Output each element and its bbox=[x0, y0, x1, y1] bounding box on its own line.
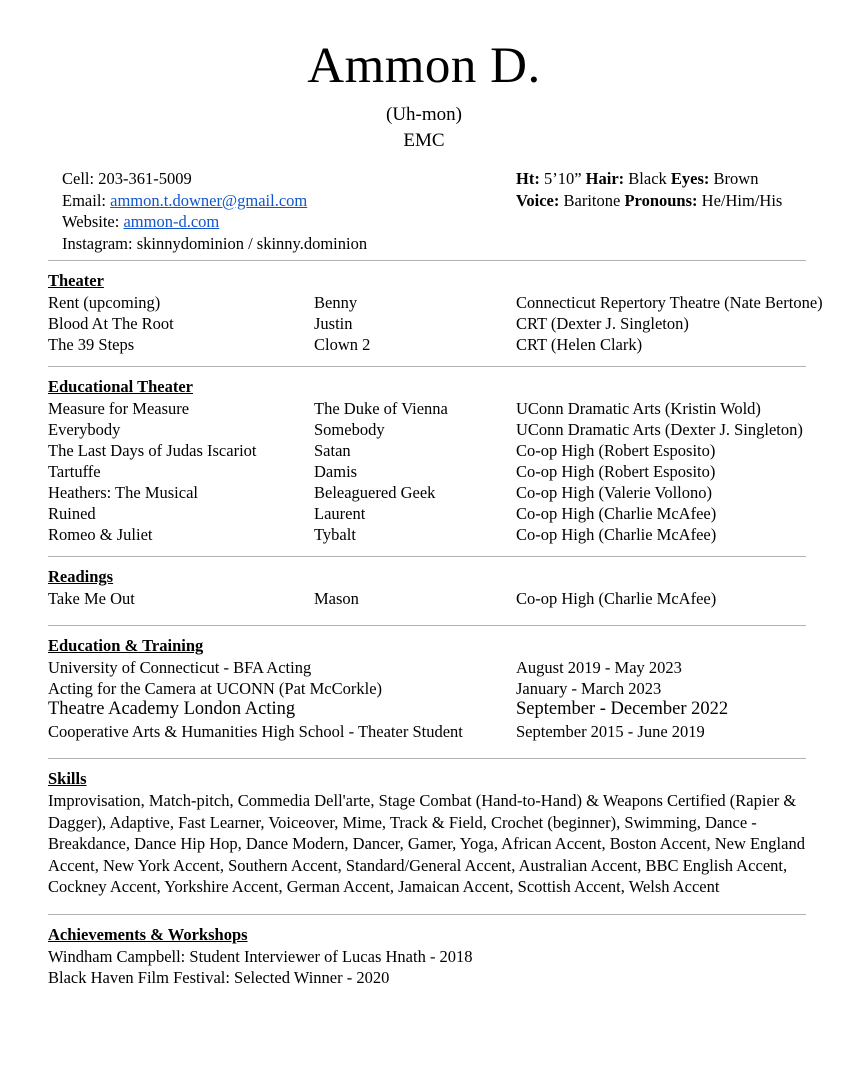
hair-label: Hair: bbox=[585, 169, 625, 188]
credit-row bbox=[48, 292, 848, 313]
credit-row bbox=[48, 503, 848, 524]
credit-venue: CRT (Dexter J. Singleton) bbox=[516, 314, 689, 333]
education-dates: January - March 2023 bbox=[516, 679, 662, 698]
credit-show-title: Tartuffe bbox=[48, 462, 101, 481]
achievement-row: Windham Campbell: Student Interviewer of Lucas Hnath - 2018 bbox=[48, 946, 473, 966]
email-link[interactable]: ammon.t.downer@gmail.com bbox=[110, 190, 308, 210]
credit-show-title: Heathers: The Musical bbox=[48, 483, 198, 502]
credit-row bbox=[48, 524, 848, 545]
credit-row bbox=[48, 482, 848, 503]
cell-value: 203-361-5009 bbox=[98, 169, 192, 188]
email-label: Email: bbox=[62, 190, 106, 210]
eyes-label: Eyes: bbox=[670, 169, 710, 188]
height-label: Ht: bbox=[516, 169, 540, 188]
education-row bbox=[48, 721, 848, 742]
eyes-value: Brown bbox=[713, 169, 759, 188]
education-dates: September - December 2022 bbox=[516, 699, 729, 719]
credit-row bbox=[48, 588, 848, 609]
achievement-row: Black Haven Film Festival: Selected Winner - 2020 bbox=[48, 968, 390, 987]
credit-venue: Co-op High (Charlie McAfee) bbox=[516, 589, 717, 608]
credit-row bbox=[48, 398, 848, 419]
contact-details bbox=[62, 168, 367, 254]
credit-role: Somebody bbox=[314, 420, 385, 439]
credit-show-title: Romeo & Juliet bbox=[48, 525, 153, 544]
cell-label: Cell: bbox=[62, 169, 95, 188]
contact-website bbox=[62, 211, 367, 233]
credit-role: Clown 2 bbox=[314, 335, 371, 354]
contact-instagram bbox=[62, 233, 367, 255]
credit-role: Mason bbox=[314, 589, 359, 608]
height-value: 5’10” bbox=[543, 169, 582, 188]
education-row bbox=[48, 657, 848, 678]
website-link[interactable]: ammon-d.com bbox=[123, 212, 220, 231]
credit-row bbox=[48, 419, 848, 440]
credit-role: Tybalt bbox=[314, 525, 356, 544]
education-item: Acting for the Camera at UCONN (Pat McCorkle) bbox=[48, 679, 383, 698]
achievements-list bbox=[0, 945, 848, 989]
credit-role: Justin bbox=[314, 314, 353, 333]
section-education-training bbox=[0, 625, 848, 742]
section-skills bbox=[0, 758, 848, 898]
credit-role: Satan bbox=[314, 441, 351, 460]
section-heading-theater: Theater bbox=[48, 271, 104, 290]
section-heading-education-training: Education & Training bbox=[48, 636, 204, 655]
skills-text: Improvisation, Match-pitch, Commedia Dell'arte, Stage Combat (Hand-to-Hand) & Weapons Certified (Rapier & Dagger), Adaptive, Fast Learner, Voiceover, Mime, Track & Field, Crochet (beginner), Swimming, Dance - Breakdance, Dance Hip Hop, Dance Modern, Dancer, Gamer, Yoga, African Accent, Boston Accent, New England Accent, New York Accent, Southern Accent, Standard/General Accent, Australian Accent, BBC English Accent, Cockney Accent, Yorkshire Accent, German Accent, Jamaican Accent, Scottish Accent, Welsh Accent bbox=[48, 791, 805, 896]
credit-show-title: Rent (upcoming) bbox=[48, 293, 161, 312]
section-heading-educational-theater: Educational Theater bbox=[48, 377, 193, 396]
credit-show-title: The 39 Steps bbox=[48, 335, 135, 354]
voice-value: Baritone bbox=[563, 190, 621, 210]
credit-venue: Co-op High (Robert Esposito) bbox=[516, 441, 716, 460]
instagram-label: Instagram: bbox=[62, 233, 133, 253]
stats-line-1 bbox=[516, 168, 782, 190]
pronouns-label: Pronouns: bbox=[624, 190, 698, 210]
credit-show-title: The Last Days of Judas Iscariot bbox=[48, 441, 257, 460]
credit-venue: UConn Dramatic Arts (Kristin Wold) bbox=[516, 399, 761, 418]
hair-value: Black bbox=[628, 169, 667, 188]
credit-role: Damis bbox=[314, 462, 358, 481]
education-row bbox=[48, 699, 848, 721]
voice-label: Voice: bbox=[516, 190, 560, 210]
education-training-list bbox=[48, 656, 848, 742]
contact-email bbox=[62, 190, 367, 212]
section-educational-theater bbox=[0, 366, 848, 545]
credit-row bbox=[48, 440, 848, 461]
credit-venue: Co-op High (Charlie McAfee) bbox=[516, 525, 717, 544]
credit-role: Laurent bbox=[314, 504, 366, 523]
credit-role: Beleaguered Geek bbox=[314, 483, 436, 502]
credit-venue: Co-op High (Charlie McAfee) bbox=[516, 504, 717, 523]
credit-row bbox=[48, 313, 848, 334]
readings-credits-list bbox=[48, 587, 848, 609]
education-dates: September 2015 - June 2019 bbox=[516, 722, 705, 741]
credit-show-title: Take Me Out bbox=[48, 589, 135, 608]
physical-stats bbox=[516, 168, 782, 211]
credit-row bbox=[48, 461, 848, 482]
credit-venue: Connecticut Repertory Theatre (Nate Bertone) bbox=[516, 293, 823, 312]
pronouns-value: He/Him/His bbox=[701, 190, 783, 210]
instagram-value: skinnydominion / skinny.dominion bbox=[136, 233, 368, 253]
education-row bbox=[48, 678, 848, 699]
credit-venue: UConn Dramatic Arts (Dexter J. Singleton) bbox=[516, 420, 803, 439]
credit-role: The Duke of Vienna bbox=[314, 399, 448, 418]
section-heading-readings: Readings bbox=[48, 567, 114, 586]
credit-show-title: Ruined bbox=[48, 504, 96, 523]
credit-venue: Co-op High (Robert Esposito) bbox=[516, 462, 716, 481]
education-item: University of Connecticut - BFA Acting bbox=[48, 658, 312, 677]
credit-venue: Co-op High (Valerie Vollono) bbox=[516, 483, 712, 502]
credit-venue: CRT (Helen Clark) bbox=[516, 335, 643, 354]
credit-show-title: Everybody bbox=[48, 420, 121, 439]
education-dates: August 2019 - May 2023 bbox=[516, 658, 682, 677]
section-readings bbox=[0, 556, 848, 609]
section-theater bbox=[0, 260, 848, 355]
education-item: Cooperative Arts & Humanities High School - Theater Student bbox=[48, 722, 463, 741]
credit-show-title: Measure for Measure bbox=[48, 399, 190, 418]
theater-credits-list bbox=[48, 291, 848, 355]
website-label: Website: bbox=[62, 212, 120, 231]
credit-show-title: Blood At The Root bbox=[48, 314, 174, 333]
page-title: Ammon D. bbox=[307, 38, 541, 94]
contact-cell bbox=[62, 168, 367, 190]
section-heading-achievements: Achievements & Workshops bbox=[48, 924, 248, 944]
credit-row bbox=[48, 334, 848, 355]
name-pronunciation: (Uh-mon) bbox=[386, 104, 462, 125]
credit-role: Benny bbox=[314, 293, 358, 312]
section-heading-skills: Skills bbox=[48, 769, 87, 788]
contact-block bbox=[0, 168, 848, 260]
education-item: Theatre Academy London Acting bbox=[48, 699, 296, 719]
section-achievements bbox=[0, 914, 848, 989]
educational-theater-credits-list bbox=[48, 397, 848, 545]
union-status: EMC bbox=[403, 130, 445, 151]
stats-line-2 bbox=[516, 190, 782, 212]
